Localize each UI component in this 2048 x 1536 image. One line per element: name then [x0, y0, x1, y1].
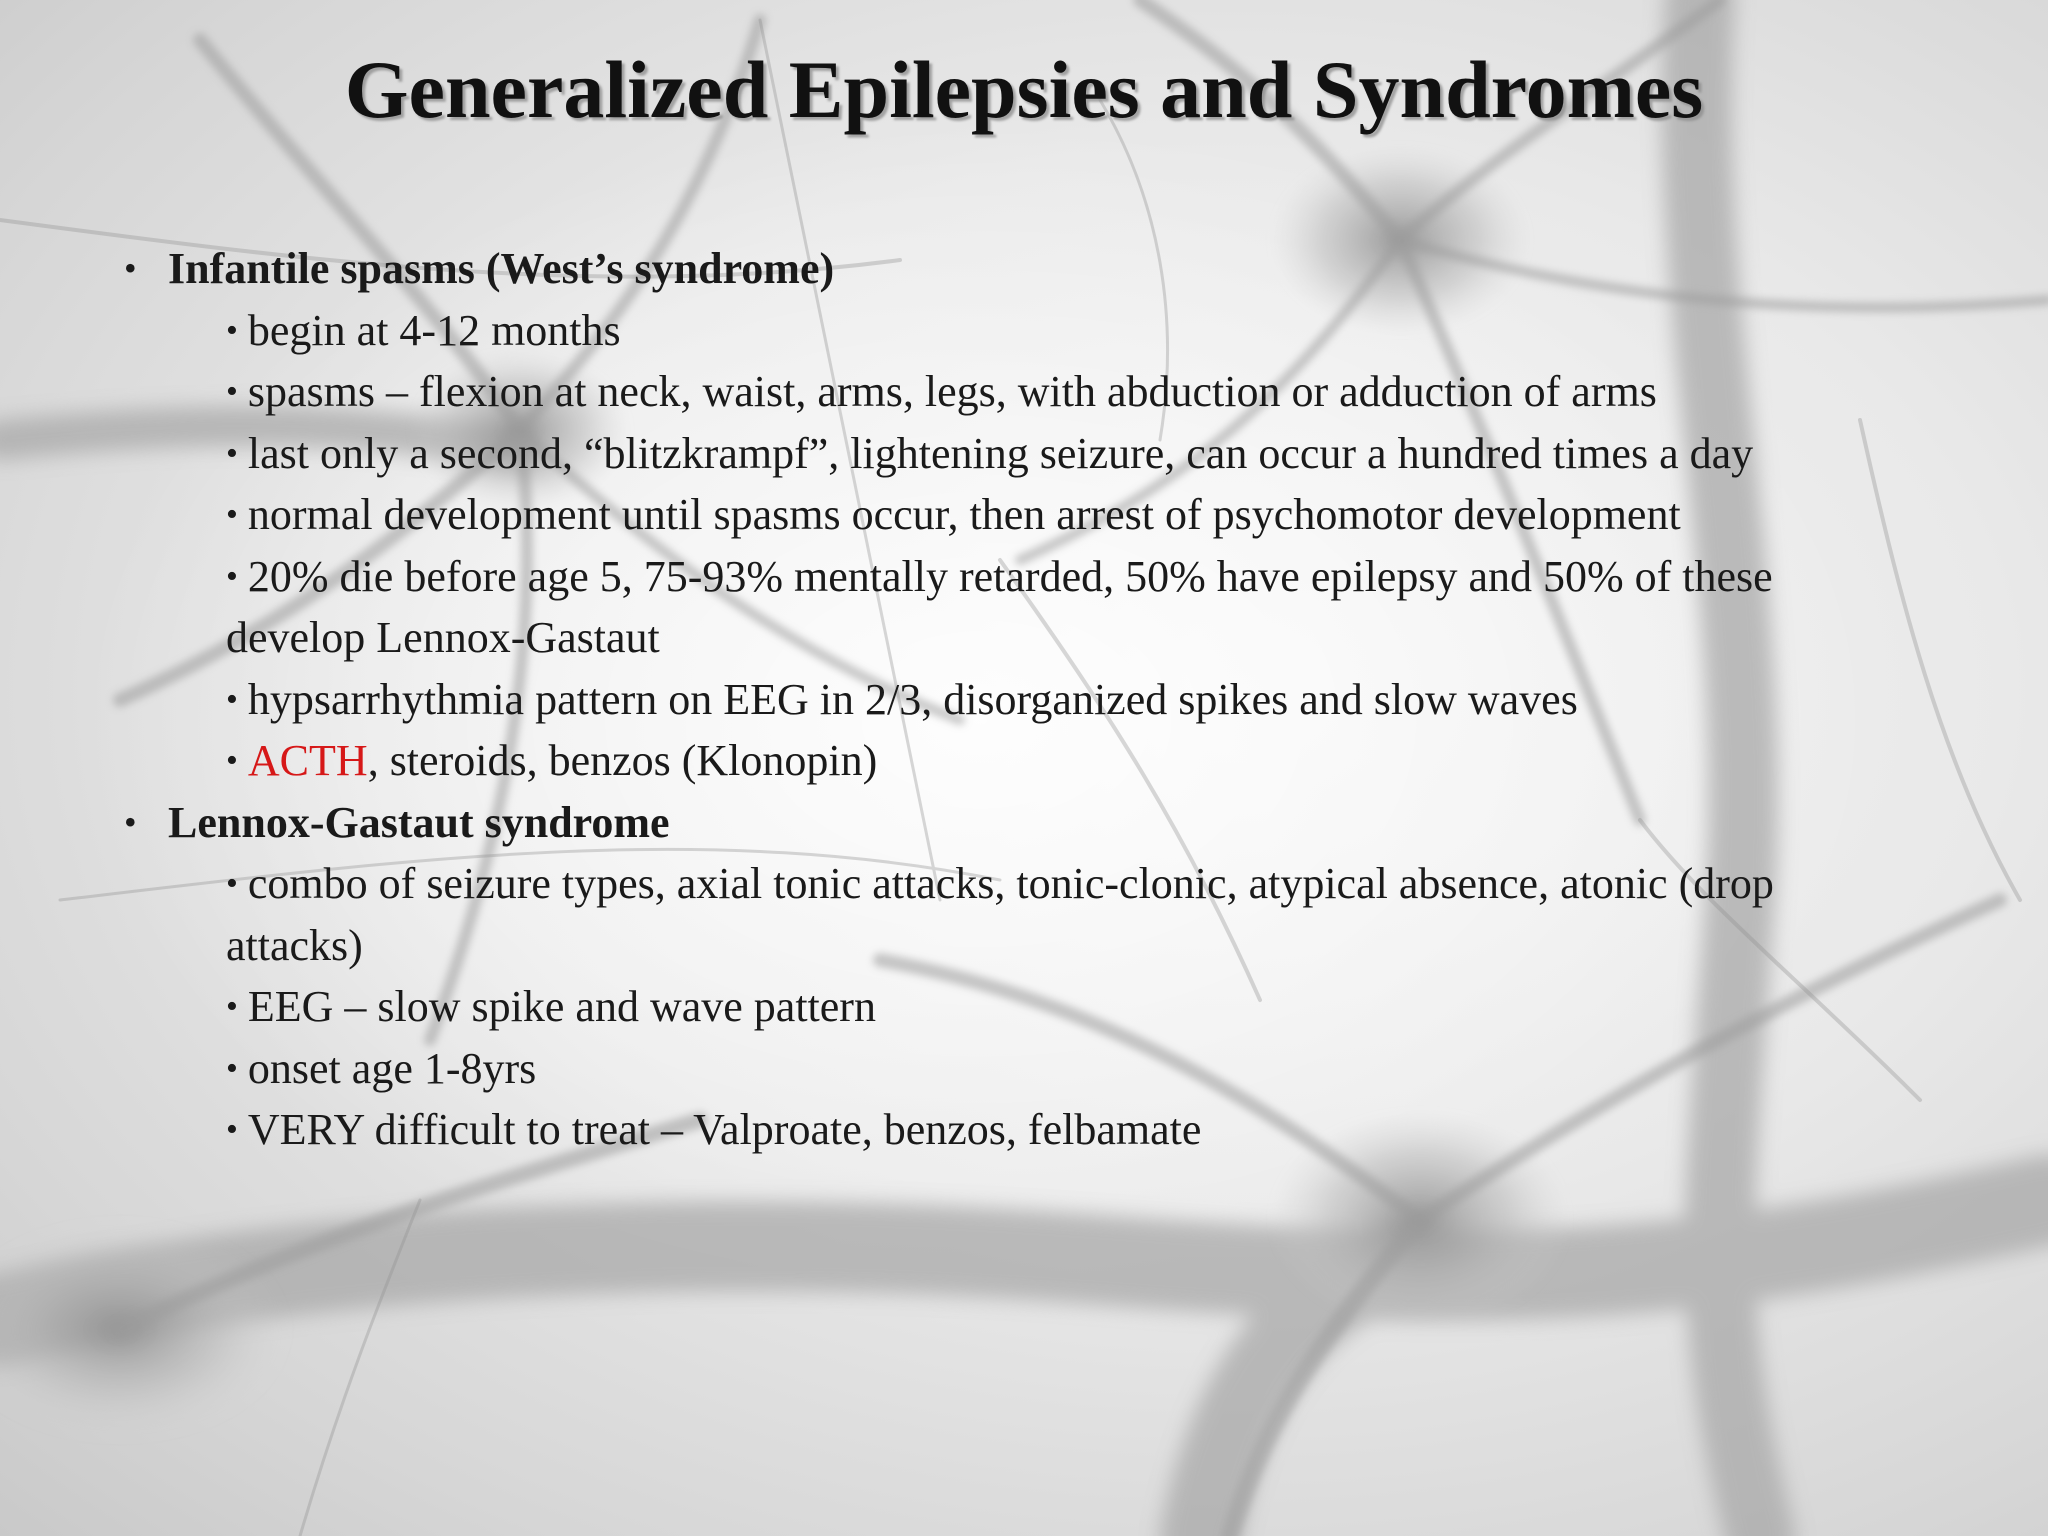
bullet-icon: • [226, 1049, 238, 1087]
list-item-text: 20% die before age 5, 75-93% mentally retarded, 50% have epilepsy and 50% of these develop Lennox-Gastaut [226, 551, 1773, 662]
section-heading-lennox-gastaut [120, 792, 1980, 854]
list-item-text: begin at 4-12 months [247, 305, 621, 355]
section-heading-text: Infantile spasms (West’s syndrome) [168, 244, 835, 293]
list-item [226, 853, 1906, 976]
section-heading-text: Lennox-Gastaut syndrome [168, 797, 670, 847]
list-item [226, 976, 1906, 1038]
bullet-icon: • [226, 988, 238, 1025]
list-item-text: onset age 1-8yrs [247, 1043, 537, 1093]
list-item-text: normal development until spasms occur, then arrest of psychomotor development [247, 490, 1681, 539]
slide-title: Generalized Epilepsies and Syndromes [344, 44, 1704, 135]
bullet-icon: • [226, 742, 238, 779]
list-item-text: hypsarrhythmia pattern on EEG in 2/3, disorganized spikes and slow waves [247, 674, 1578, 724]
list-item [226, 546, 1906, 669]
bullet-icon: • [226, 434, 238, 472]
list-item-text: last only a second, “blitzkrampf”, lightening seizure, can occur a hundred times a day [247, 428, 1754, 478]
list-item [226, 1099, 1906, 1161]
bullet-icon: • [226, 496, 238, 533]
acth-highlight: ACTH [247, 736, 368, 785]
bullet-icon: • [226, 311, 238, 349]
list-item [226, 484, 1906, 546]
list-item [226, 300, 1906, 362]
section-heading-infantile-spasms [120, 238, 1980, 300]
list-item [226, 669, 1906, 731]
bullet-icon: • [226, 373, 238, 410]
bullet-icon: • [124, 248, 137, 288]
list-item-text: EEG – slow spike and wave pattern [247, 982, 876, 1031]
bullet-icon: • [226, 865, 238, 902]
treatment-text: , steroids, benzos (Klonopin) [367, 736, 878, 785]
list-item-text: VERY difficult to treat – Valproate, benzos, felbamate [247, 1105, 1202, 1154]
bullet-icon: • [124, 801, 137, 842]
treatment-list-item [226, 730, 1906, 792]
list-item-text: spasms – flexion at neck, waist, arms, legs, with abduction or adduction of arms [247, 367, 1657, 416]
list-item-text: combo of seizure types, axial tonic attacks, tonic-clonic, atypical absence, atonic (drop attacks) [226, 859, 1774, 970]
list-item [226, 361, 1906, 423]
list-item [226, 1038, 1906, 1100]
slide-body [120, 238, 1980, 1161]
list-item [226, 423, 1906, 485]
bullet-icon: • [226, 557, 238, 595]
bullet-icon: • [226, 680, 238, 718]
bullet-icon: • [226, 1111, 238, 1148]
